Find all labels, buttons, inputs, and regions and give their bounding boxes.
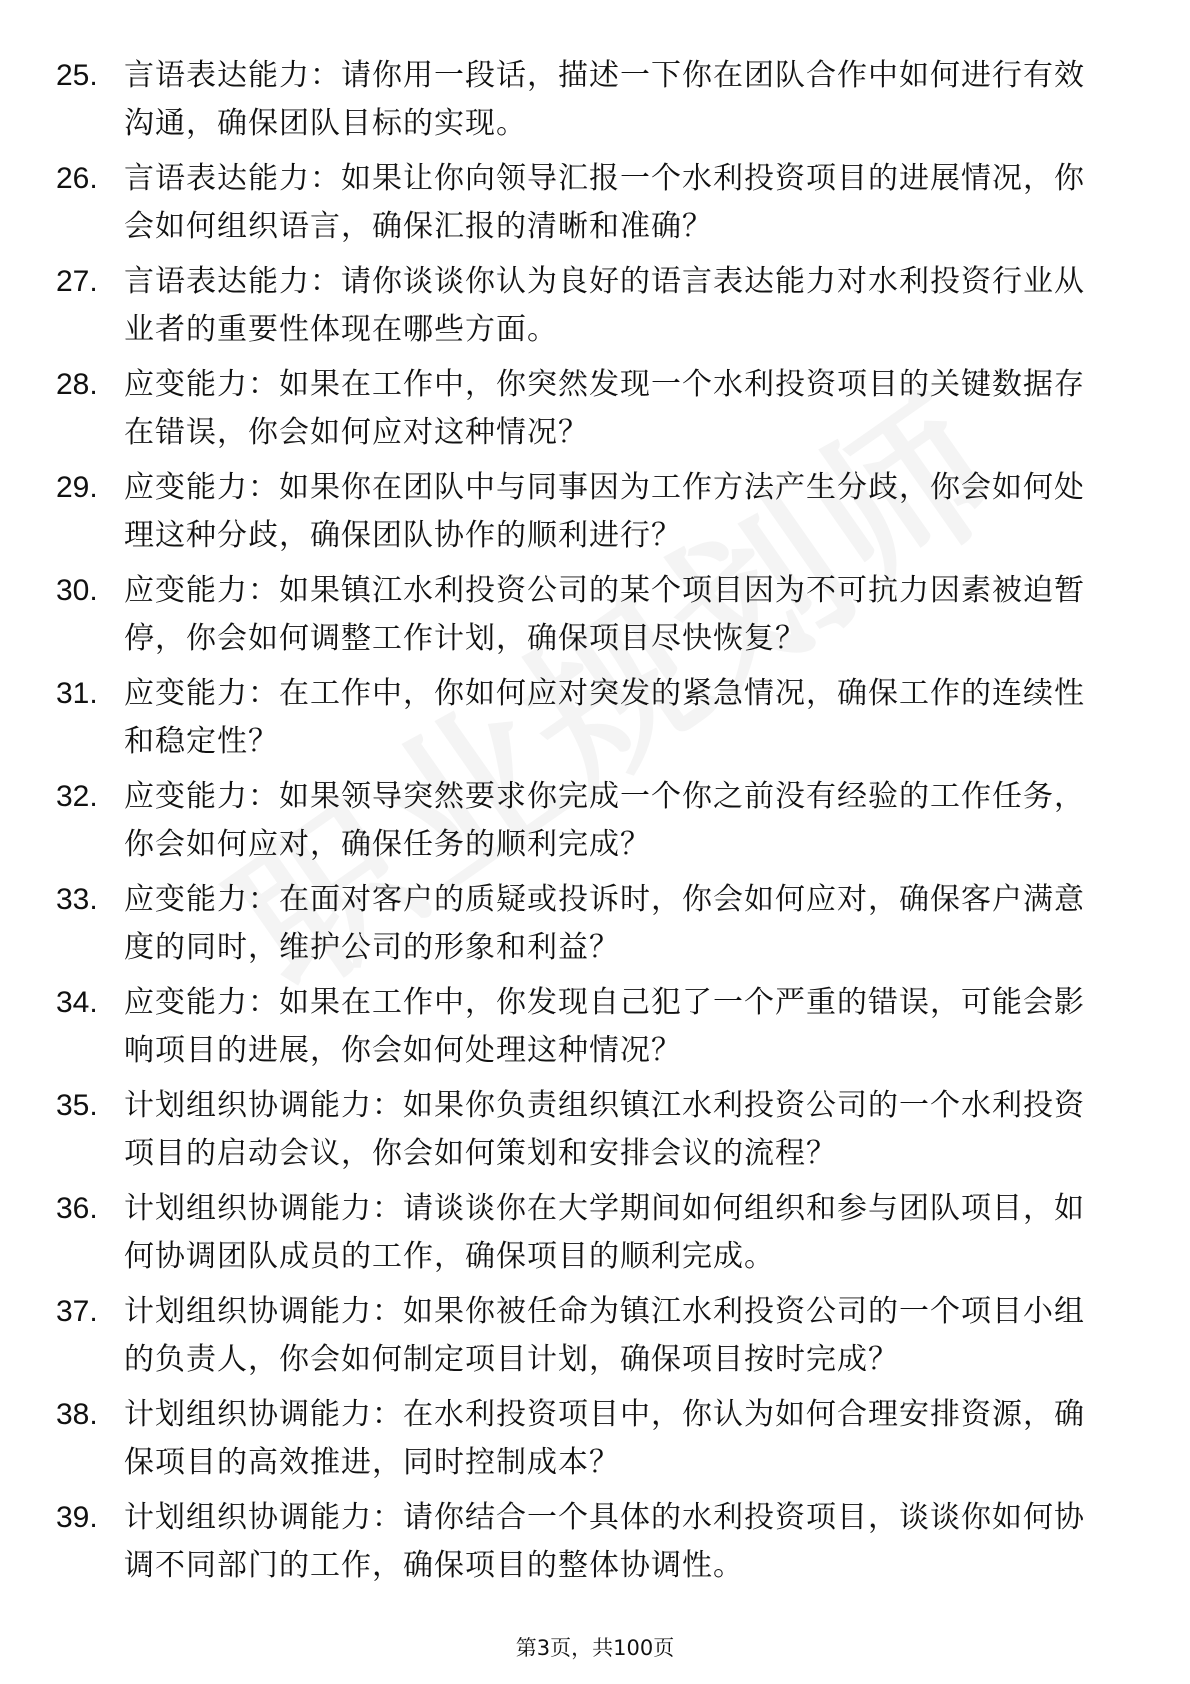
question-number: 29.: [56, 471, 98, 504]
question-item: [0, 52, 1190, 155]
question-number: 26.: [56, 162, 98, 195]
question-number: 38.: [56, 1398, 98, 1431]
question-number: 31.: [56, 677, 98, 710]
question-number: 34.: [56, 986, 98, 1019]
question-text: 计划组织协调能力：如果你负责组织镇江水利投资公司的一个水利投资项目的启动会议，你会如何策划和安排会议的流程？: [124, 1088, 1085, 1171]
question-text: 应变能力：如果镇江水利投资公司的某个项目因为不可抗力因素被迫暂停，你会如何调整工作计划，确保项目尽快恢复？: [124, 573, 1085, 656]
question-number: 33.: [56, 883, 98, 916]
question-text: 应变能力：如果你在团队中与同事因为工作方法产生分歧，你会如何处理这种分歧，确保团队协作的顺利进行？: [124, 470, 1085, 553]
question-number: 37.: [56, 1295, 98, 1328]
question-number: 35.: [56, 1089, 98, 1122]
question-text: 计划组织协调能力：请谈谈你在大学期间如何组织和参与团队项目，如何协调团队成员的工作，确保项目的顺利完成。: [124, 1191, 1085, 1274]
question-text: 言语表达能力：如果让你向领导汇报一个水利投资项目的进展情况，你会如何组织语言，确保汇报的清晰和准确？: [124, 161, 1085, 244]
question-item: [0, 979, 1190, 1082]
question-text: 计划组织协调能力：在水利投资项目中，你认为如何合理安排资源，确保项目的高效推进，同时控制成本？: [124, 1397, 1085, 1480]
question-text: 计划组织协调能力：请你结合一个具体的水利投资项目，谈谈你如何协调不同部门的工作，确保项目的整体协调性。: [124, 1500, 1085, 1583]
question-number: 32.: [56, 780, 98, 813]
question-number: 30.: [56, 574, 98, 607]
question-item: [0, 1288, 1190, 1391]
question-number: 25.: [56, 59, 98, 92]
question-text: 应变能力：如果在工作中，你发现自己犯了一个严重的错误，可能会影响项目的进展，你会如何处理这种情况？: [124, 985, 1085, 1068]
question-item: [0, 155, 1190, 258]
question-item: [0, 773, 1190, 876]
question-text: 言语表达能力：请你用一段话，描述一下你在团队合作中如何进行有效沟通，确保团队目标的实现。: [124, 58, 1085, 141]
question-text: 计划组织协调能力：如果你被任命为镇江水利投资公司的一个项目小组的负责人，你会如何制定项目计划，确保项目按时完成？: [124, 1294, 1085, 1377]
question-item: [0, 1082, 1190, 1185]
question-item: [0, 876, 1190, 979]
question-item: [0, 258, 1190, 361]
question-list: [0, 52, 1190, 1597]
question-item: [0, 1494, 1190, 1597]
question-item: [0, 464, 1190, 567]
question-item: [0, 567, 1190, 670]
page-footer: 第3页，共100页: [515, 1636, 675, 1660]
question-text: 言语表达能力：请你谈谈你认为良好的语言表达能力对水利投资行业从业者的重要性体现在哪些方面。: [124, 264, 1085, 347]
question-item: [0, 361, 1190, 464]
question-text: 应变能力：在工作中，你如何应对突发的紧急情况，确保工作的连续性和稳定性？: [124, 676, 1085, 759]
question-text: 应变能力：如果在工作中，你突然发现一个水利投资项目的关键数据存在错误，你会如何应对这种情况？: [124, 367, 1085, 450]
question-text: 应变能力：如果领导突然要求你完成一个你之前没有经验的工作任务，你会如何应对，确保任务的顺利完成？: [124, 779, 1085, 862]
question-number: 28.: [56, 368, 98, 401]
question-item: [0, 1185, 1190, 1288]
question-text: 应变能力：在面对客户的质疑或投诉时，你会如何应对，确保客户满意度的同时，维护公司的形象和利益？: [124, 882, 1085, 965]
question-item: [0, 670, 1190, 773]
question-number: 27.: [56, 265, 98, 298]
question-item: [0, 1391, 1190, 1494]
question-number: 39.: [56, 1501, 98, 1534]
question-number: 36.: [56, 1192, 98, 1225]
